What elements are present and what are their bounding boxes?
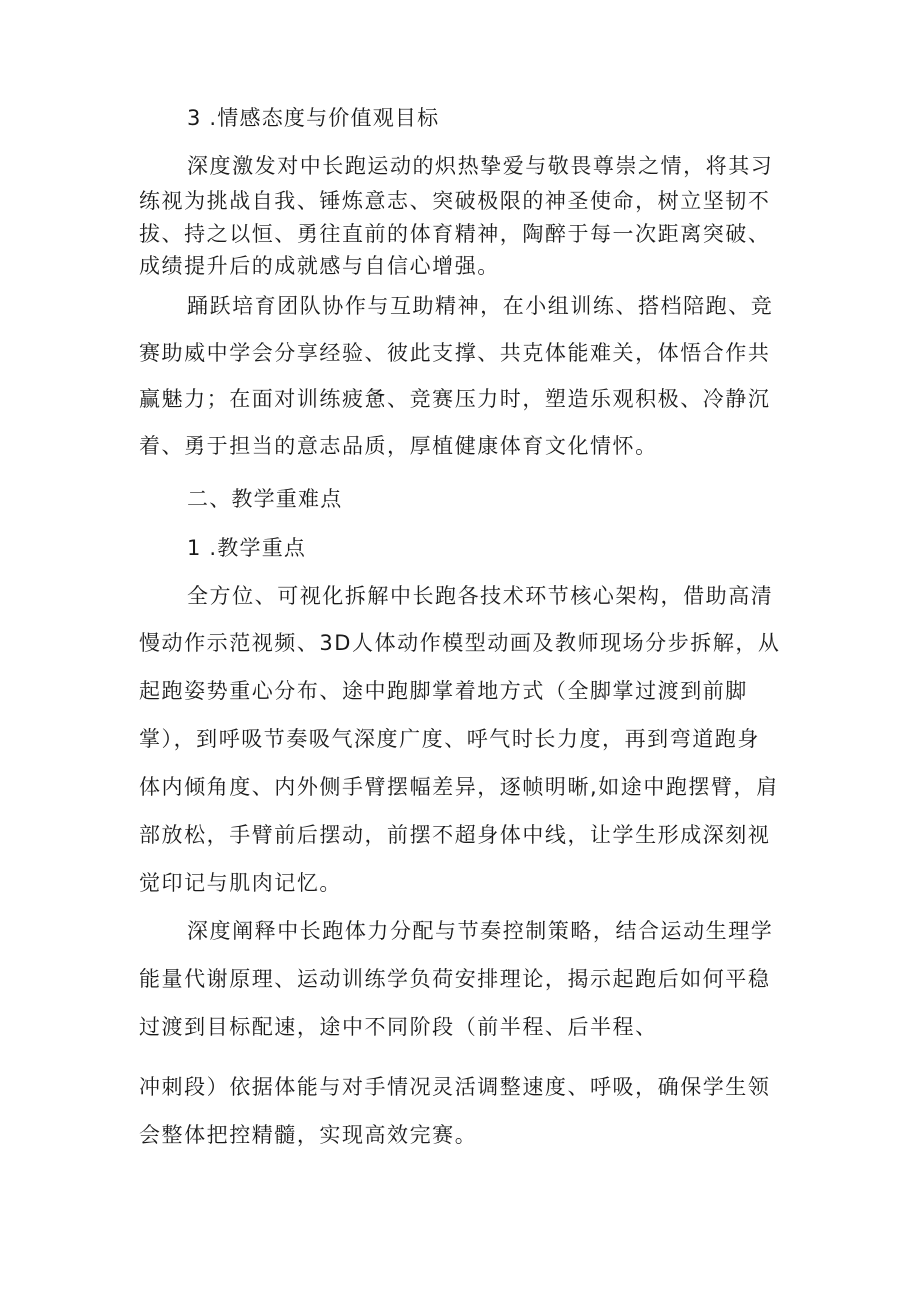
paragraph-line: 拔、持之以恒、勇往直前的体育精神，陶醉于每一次距离突破、 [139, 222, 771, 246]
paragraph-line: 体内倾角度、内外侧手臂摆幅差异，逐帧明晰,如途中跑摆臂，肩 [139, 775, 779, 799]
paragraph-line: 能量代谢原理、运动训练学负荷安排理论，揭示起跑后如何平稳 [139, 967, 771, 991]
paragraph-line: 过渡到目标配速，途中不同阶段（前半程、后半程、 [139, 1015, 658, 1039]
paragraph-line: 踊跃培育团队协作与互助精神，在小组训练、搭档陪跑、竞 [187, 294, 774, 318]
paragraph-line: 深度激发对中长跑运动的炽热挚爱与敬畏尊崇之情，将其习 [187, 154, 774, 178]
paragraph-line: 冲刺段）依据体能与对手情况灵活调整速度、呼吸，确保学生领 [139, 1075, 771, 1099]
paragraph-line: 慢动作示范视频、3D人体动作模型动画及教师现场分步拆解，从 [139, 631, 781, 655]
paragraph-line: 练视为挑战自我、锤炼意志、突破极限的神圣使命，树立坚韧不 [139, 189, 771, 213]
paragraph-line: 觉印记与肌肉记忆。 [139, 871, 342, 895]
paragraph-line: 掌），到呼吸节奏吸气深度广度、呼气时长力度，再到弯道跑身 [139, 727, 760, 751]
paragraph-line: 会整体把控精髓，实现高效完赛。 [139, 1123, 478, 1147]
paragraph-line: 赢魅力；在面对训练疲惫、竞赛压力时，塑造乐观积极、冷静沉 [139, 387, 771, 411]
paragraph-line: 赛助威中学会分享经验、彼此支撑、共克体能难关，体悟合作共 [139, 341, 771, 365]
paragraph-line: 着、勇于担当的意志品质，厚植健康体育文化情怀。 [139, 434, 658, 458]
sub-heading-teaching-focus: 1 .教学重点 [187, 536, 307, 560]
section-3-heading: 3 .情感态度与价值观目标 [187, 106, 440, 130]
paragraph-line: 深度阐释中长跑体力分配与节奏控制策略，结合运动生理学 [187, 919, 774, 943]
paragraph-line: 全方位、可视化拆解中长跑各技术环节核心架构，借助高清 [187, 584, 774, 608]
paragraph-line: 起跑姿势重心分布、途中跑脚掌着地方式（全脚掌过渡到前脚 [139, 679, 748, 703]
section-heading-teaching-focus: 二、教学重难点 [187, 487, 343, 511]
paragraph-line: 成绩提升后的成就感与自信心增强。 [139, 254, 500, 278]
paragraph-line: 部放松，手臂前后摆动，前摆不超身体中线，让学生形成深刻视 [139, 823, 771, 847]
